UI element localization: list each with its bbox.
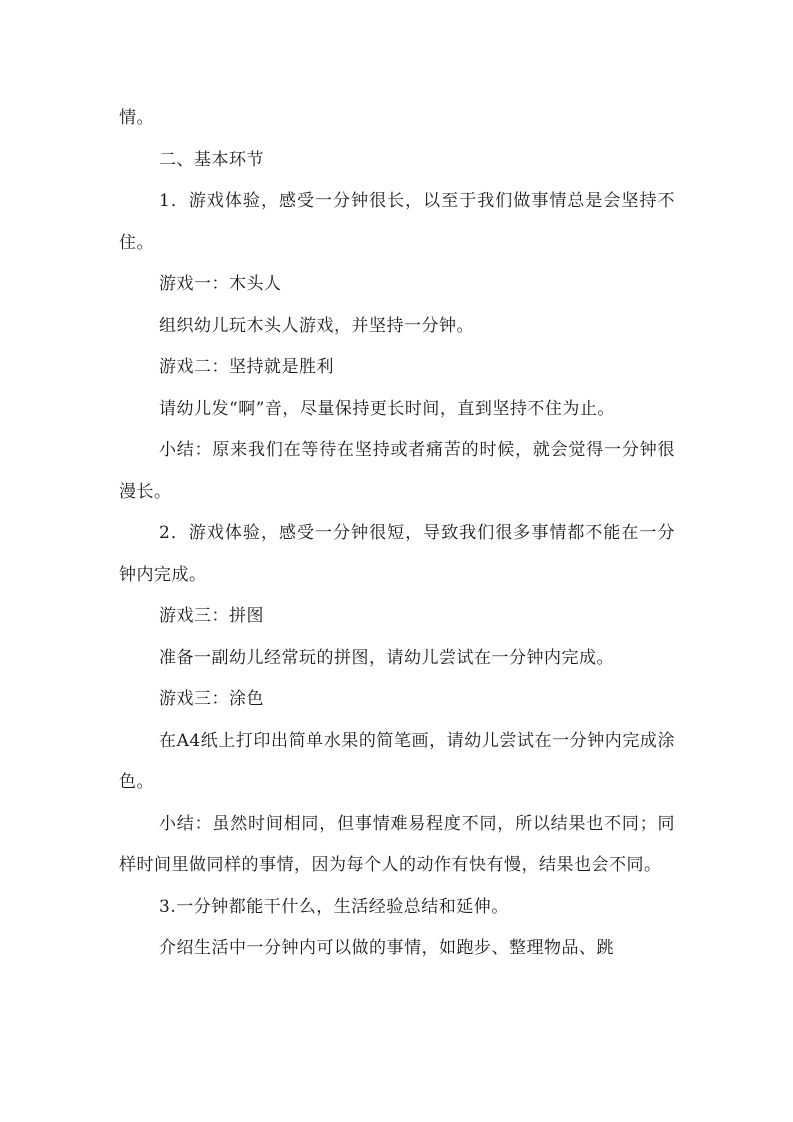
section-heading: 二、基本环节	[159, 149, 264, 170]
game-title: 游戏二：坚持就是胜利	[159, 357, 334, 377]
step-heading: 2．游戏体验，感受一分钟很短，导致我们很多事情都不能在一分钟内完成。	[119, 523, 675, 585]
game-title: 游戏一：木头人	[159, 274, 282, 294]
document-body	[119, 98, 675, 970]
paragraph: 在A4纸上打印出简单水果的简笔画，请幼儿尝试在一分钟内完成涂色。	[119, 730, 675, 792]
step-heading: 3.一分钟都能干什么，生活经验总结和延伸。	[159, 896, 509, 917]
paragraph: 请幼儿发“啊”音，尽量保持更长时间，直到坚持不住为止。	[159, 398, 615, 419]
summary-paragraph: 小结：原来我们在等待在坚持或者痛苦的时候，就会觉得一分钟很漫长。	[119, 440, 675, 502]
step-heading: 1．游戏体验，感受一分钟很长，以至于我们做事情总是会坚持不住。	[119, 191, 675, 253]
paragraph: 准备一副幼儿经常玩的拼图，请幼儿尝试在一分钟内完成。	[159, 647, 614, 668]
paragraph: 介绍生活中一分钟内可以做的事情，如跑步、整理物品、跳	[159, 938, 614, 958]
paragraph: 组织幼儿玩木头人游戏，并坚持一分钟。	[159, 315, 474, 336]
summary-paragraph: 小结：虽然时间相同，但事情难易程度不同，所以结果也不同；同样时间里做同样的事情，因为每个人的动作有快有慢，结果也会不同。	[119, 813, 675, 875]
game-title: 游戏三：拼图	[159, 606, 264, 626]
game-title: 游戏三：涂色	[159, 689, 264, 709]
paragraph-continuation: 情。	[119, 108, 154, 128]
